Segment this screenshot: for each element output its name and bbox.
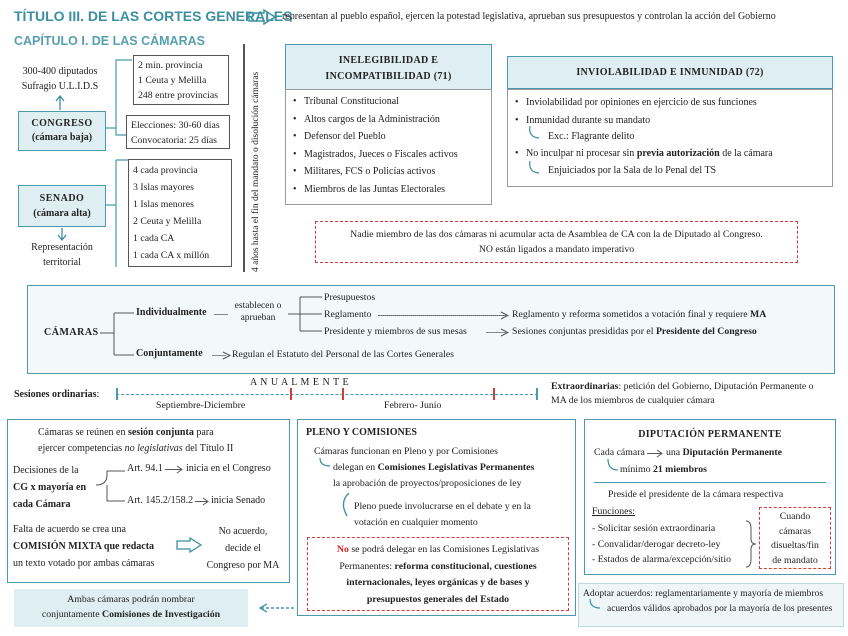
curve-arrow-icon [588,598,602,612]
connector-line [378,315,506,316]
chapter-heading: CAPÍTULO I. DE LAS CÁMARAS [14,34,205,48]
diputacion-l1b: una Diputación Permanente [666,447,782,458]
diputacion-l2: mínimo 21 miembros [620,464,707,475]
adoptar-box: Adoptar acuerdos: reglamentariamente y mayoría de miembros acuerdos válidos aprobados por la mayoría de los presentes [578,583,844,627]
cuando-note: Cuando cámaras disueltas/fin de mandato [759,507,831,569]
funciones-label: Funciones: [592,506,635,517]
list-item: • Inmunidad durante su mandato [512,112,828,130]
curve-arrow-icon [337,492,355,520]
presidente-item: Presidente y miembros de sus mesas [324,326,467,337]
inviolabilidad-list [507,89,833,187]
representacion-text: Representación territorial [31,242,93,268]
enjuiciados-text: Enjuiciados por la Sala de lo Penal del TS [548,164,717,176]
sesiones-result: Sesiones conjuntas presididas por el Presidente del Congreso [512,326,757,337]
brace-icon [744,519,758,569]
timeline-tick [342,388,344,400]
nadie-notice: Nadie miembro de las dos cámaras ni acumular acta de Asamblea de CA con la de Diputado al Congreso. NO están ligados a mandato imperativo [315,221,798,263]
arrow-right-icon [500,311,510,320]
arrow-right-icon [164,465,184,474]
anual-label: A N U A L M E N T E [250,377,350,388]
list-item: • Altos cargos de la Administración [290,111,487,129]
reglamento-result: Reglamento y reforma sometidos a votación final y requiere MA [512,309,767,320]
curve-arrow-icon [318,457,332,471]
pleno-l4: Pleno puede involucrarse en el debate y en la [354,501,531,512]
mandato-text: 4 años hasta el fin del mandato o disolución cámaras [251,71,261,272]
elecciones-box: Elecciones: 30-60 días Convocatoria: 25 días [126,115,230,149]
establecen-text: establecen o aprueban [234,301,282,323]
timeline-tick [116,388,118,400]
arrow-right-icon [500,328,510,337]
inelegibilidad-title: INELEGIBILIDAD E INCOMPATIBILIDAD (71) [285,44,492,92]
pleno-l1: Cámaras funcionan en Pleno y por Comisiones [314,446,498,457]
art145-label: Art. 145.2/158.2 [127,495,194,506]
funciones-list [592,521,731,568]
connector-line [214,314,228,315]
camaras-connector [288,292,324,336]
pleno-l2: delegan en Comisiones Legislativas Permanentes [333,462,535,473]
mandato-divider [243,44,245,272]
sept-label: Septiembre-Diciembre [156,400,246,411]
senado-distribucion: 4 cada provincia 3 Islas mayores 1 Islas menores 2 Ceuta y Melilla 1 cada CA 1 cada CA x millón [128,159,232,267]
pleno-l5: votación en cualquier momento [354,517,478,528]
art94-result: inicia en el Congreso [186,463,271,474]
inelegibilidad-list [285,89,492,205]
arrow-right-icon [646,449,664,458]
arrow-left-icon [258,603,296,613]
timeline-tick [493,388,495,400]
list-item: • Miembros de las Juntas Electorales [290,181,487,199]
senado-box: SENADO (cámara alta) [18,185,106,227]
art94-label: Art. 94.1 [127,463,163,474]
timeline-tick [290,388,292,400]
feb-label: Febrero- Junio [384,400,442,411]
no-acuerdo-text: No acuerdo, decide el Congreso por MA [206,526,280,571]
list-item: • Militares, FCS o Policías activos [290,163,487,181]
pleno-l3: la aprobación de proyectos/proposiciones de ley [333,478,522,489]
list-item: • Tribunal Constitucional [290,93,487,111]
arrow-right-icon [222,351,232,360]
diputacion-l1: Cada cámara [594,447,645,458]
list-item: • Defensor del Pueblo [290,128,487,146]
diputados-text: 300-400 diputados Sufragio U.L.I.D.S [21,66,99,92]
curve-arrow-icon [527,125,541,143]
camaras-label: CÁMARAS [44,327,99,338]
arrow-down-icon [57,227,67,241]
timeline-line [116,394,538,395]
branch-connector [95,465,127,507]
reglamento-item: Reglamento [324,309,372,320]
conjunta-l1: Cámaras se reúnen en sesión conjunta para [38,427,214,438]
estatuto-text: Regulan el Estatuto del Personal de las Cortes Generales [232,349,454,360]
no-delegar-notice: No se podrá delegar en las Comisiones Legislativas Permanentes: reforma constitucional, cuestiones internacionales, leyes orgánicas y de bases y presupuestos generales del Estado [307,537,569,611]
arrow-right-icon [248,9,276,25]
cortes-summary: representan al pueblo español, ejercen la potestad legislativa, aprueban sus presupuestos y controlan la acción del Gobierno [282,11,776,22]
curve-arrow-icon [527,160,541,178]
presupuestos-item: Presupuestos [324,292,376,303]
conjunta-l2: ejercer competencias no legislativas del Título II [38,443,234,454]
list-item: • Magistrados, Jueces o Fiscales activos [290,146,487,164]
conjunta-label: Conjuntamente [136,348,203,359]
art145-result: inicia Senado [211,495,266,506]
arrow-right-icon [194,497,210,506]
preside-text: Preside el presidente de la cámara respectiva [608,489,784,500]
curve-arrow-icon [606,458,620,474]
investigacion-box: Ambas cámaras podrán nombrar conjuntamente Comisiones de Investigación [14,589,248,627]
pleno-title: PLENO Y COMISIONES [306,427,417,438]
list-item: • No inculpar ni procesar sin previa autorización de la cámara [512,145,828,163]
sesiones-ordinarias-label: Sesiones ordinarias: [14,389,100,400]
list-item: • Inviolabilidad por opiniones en ejercicio de sus funciones [512,94,828,112]
individual-label: Individualmente [136,307,207,318]
diputacion-title: DIPUTACIÓN PERMANENTE [638,429,782,440]
camaras-connector [100,305,136,361]
list-item: - Solicitar sesión extraordinaria [592,523,716,534]
inviolabilidad-title: INVIOLABILIDAD E INMUNIDAD (72) [507,56,833,89]
decisiones-text: Decisiones de la CG x mayoría en cada Cámara [13,465,87,510]
extraordinarias-text: Extraordinarias: petición del Gobierno, Diputación Permanente o MA de los miembros de cualquier cámara [551,381,814,406]
list-item: - Estados de alarma/excepción/sitio [592,554,732,565]
title-heading: TÍTULO III. DE LAS CORTES GENERALES [14,8,293,24]
flagrante-text: Exc.: Flagrante delito [548,131,635,142]
congreso-box: CONGRESO (cámara baja) [18,111,106,151]
timeline-tick [536,388,538,400]
congreso-distribucion: 2 mín. provincia 1 Ceuta y Melilla 248 entre provincias [133,55,229,105]
comision-mixta-text: Falta de acuerdo se crea una COMISIÓN MIXTA que redacta un texto votado por ambas cámaras [13,524,155,569]
arrow-up-icon [55,95,65,111]
list-item: - Convalidar/derogar decreto-ley [592,538,721,550]
divider-line [594,482,826,483]
arrow-right-icon [176,537,202,553]
